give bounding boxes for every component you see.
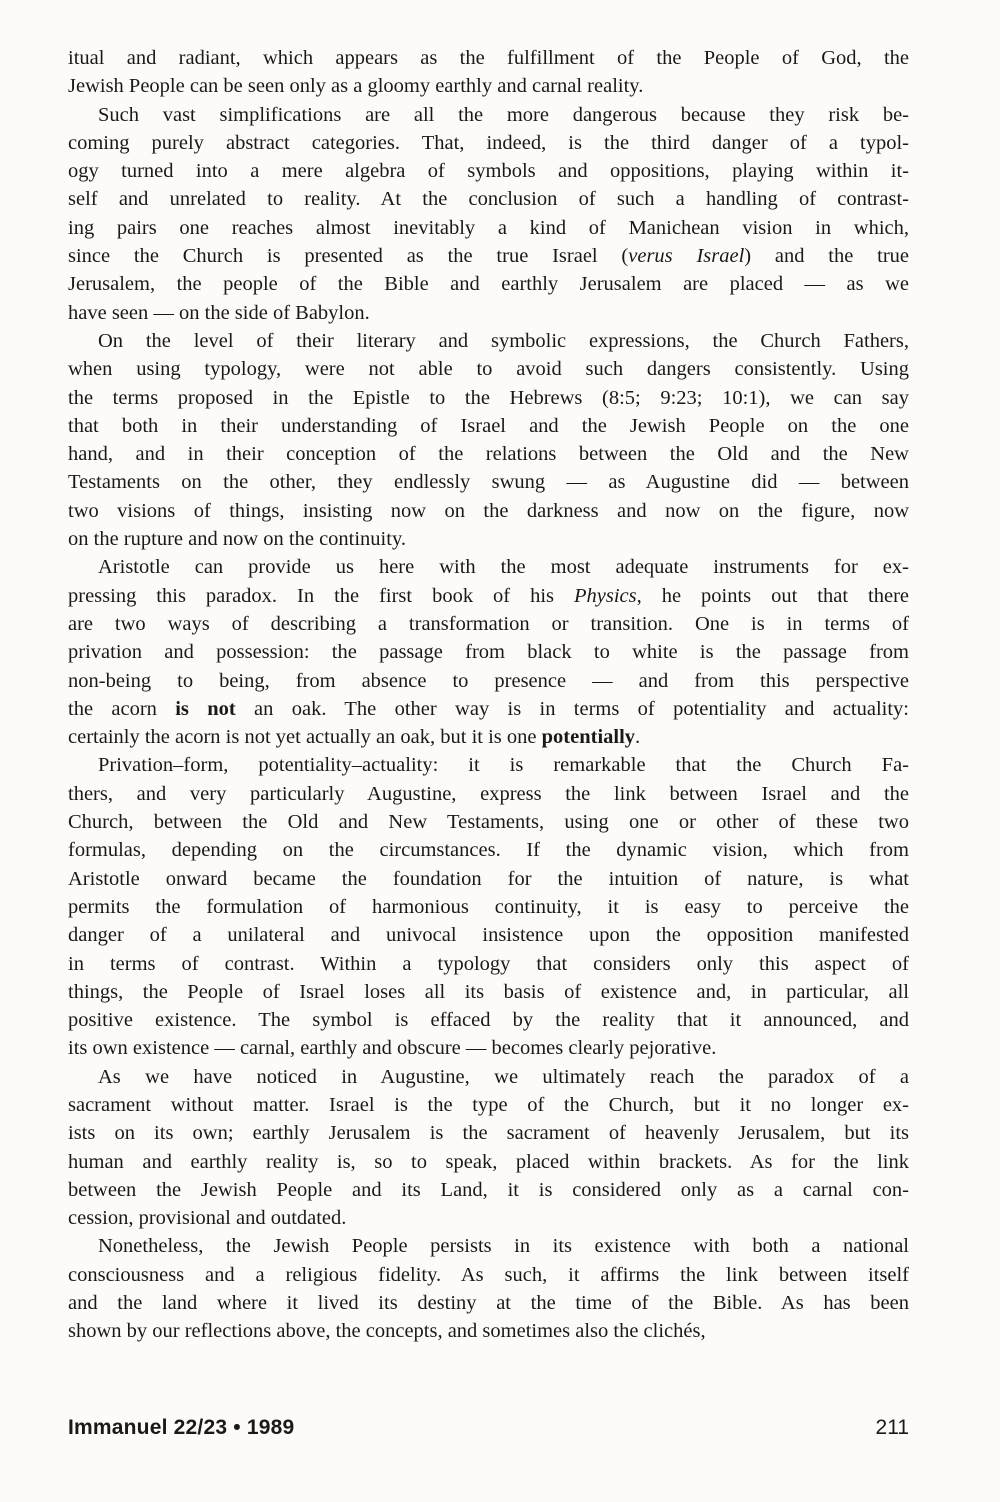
text-run: Jewish People can be seen only as a gloomy earthly and carnal reality. xyxy=(68,75,644,98)
text-run: On the level of their literary and symbolic expressions, the Church Fathers, xyxy=(98,329,909,352)
text-run: privation and possession: the passage from black to white is the passage from xyxy=(68,641,909,664)
text-run: danger of a unilateral and univocal insistence upon the opposition manifested xyxy=(68,924,909,947)
text-line xyxy=(68,185,909,213)
text-run: ing pairs one reaches almost inevitably a kind of Manichean vision in which, xyxy=(68,216,909,239)
text-run: pressing this paradox. In the first book of his xyxy=(68,584,574,607)
text-run: Aristotle onward became the foundation for the intuition of nature, is what xyxy=(68,867,909,890)
text-line xyxy=(68,638,909,666)
text-line xyxy=(68,1289,909,1317)
text-line xyxy=(68,327,909,355)
text-run: Church, between the Old and New Testaments, using one or other of these two xyxy=(68,811,909,834)
text-line xyxy=(68,921,909,949)
text-line xyxy=(68,525,909,553)
text-line xyxy=(68,497,909,525)
text-run: since the Church is presented as the true Israel ( xyxy=(68,245,629,268)
paragraph xyxy=(68,44,909,101)
text-line xyxy=(68,468,909,496)
text-line xyxy=(68,865,909,893)
text-line xyxy=(68,72,909,100)
text-line xyxy=(68,214,909,242)
text-line xyxy=(68,412,909,440)
text-line xyxy=(68,610,909,638)
text-run: ists on its own; earthly Jerusalem is the sacrament of heavenly Jerusalem, but its xyxy=(68,1122,909,1145)
text-run: non-being to being, from absence to presence — and from this perspective xyxy=(68,669,909,692)
text-line xyxy=(68,1261,909,1289)
text-run: Such vast simplifications are all the more dangerous because they risk be- xyxy=(98,103,909,126)
text-run: hand, and in their conception of the relations between the Old and the New xyxy=(68,443,909,466)
text-run: two visions of things, insisting now on the darkness and now on the figure, now xyxy=(68,499,909,522)
text-line xyxy=(68,667,909,695)
text-run: Aristotle can provide us here with the most adequate instruments for ex- xyxy=(98,556,909,579)
text-line xyxy=(68,44,909,72)
page-number: 211 xyxy=(875,1416,909,1439)
text-line xyxy=(68,355,909,383)
text-line xyxy=(68,1204,909,1232)
text-run: itual and radiant, which appears as the fulfillment of the People of God, the xyxy=(68,47,909,69)
text-run: . xyxy=(635,726,641,749)
text-line xyxy=(68,695,909,723)
text-run: consciousness and a religious fidelity. As such, it affirms the link between itself xyxy=(68,1263,909,1286)
text-line xyxy=(68,751,909,779)
text-line xyxy=(68,157,909,185)
text-line xyxy=(68,1063,909,1091)
text-run: have seen — on the side of Babylon. xyxy=(68,301,370,324)
text-run: Testaments on the other, they endlessly swung — as Augustine did — between xyxy=(68,471,909,494)
text-run: in terms of contrast. Within a typology that considers only this aspect of xyxy=(68,952,909,975)
text-line xyxy=(68,978,909,1006)
text-run: and the land where it lived its destiny at the time of the Bible. As has been xyxy=(68,1292,909,1315)
italic-run: Physics xyxy=(574,584,637,607)
text-run: certainly the acorn is not yet actually an oak, but it is one xyxy=(68,726,542,749)
text-run: the terms proposed in the Epistle to the Hebrews (8:5; 9:23; 10:1), we can say xyxy=(68,386,909,409)
paragraph xyxy=(68,751,909,1062)
text-run: that both in their understanding of Israel and the Jewish People on the one xyxy=(68,414,909,437)
text-run: positive existence. The symbol is effaced by the reality that it announced, and xyxy=(68,1009,909,1032)
text-run: Jerusalem, the people of the Bible and earthly Jerusalem are placed — as we xyxy=(68,273,909,296)
text-run: ) and the true xyxy=(744,245,910,268)
text-block xyxy=(68,44,909,1346)
text-line xyxy=(68,808,909,836)
text-line xyxy=(68,1006,909,1034)
text-line xyxy=(68,242,909,270)
bold-run: potentially xyxy=(541,726,636,749)
bold-run: is not xyxy=(175,697,236,720)
text-run: coming purely abstract categories. That, indeed, is the third danger of a typol- xyxy=(68,131,909,154)
text-run: human and earthly reality is, so to speak, placed within brackets. As for the link xyxy=(68,1150,909,1173)
text-run: are two ways of describing a transformation or transition. One is in terms of xyxy=(68,612,909,635)
text-line xyxy=(68,1034,909,1062)
journal-issue-label: Immanuel 22/23 • 1989 xyxy=(68,1416,295,1439)
text-line xyxy=(68,1119,909,1147)
text-line xyxy=(68,836,909,864)
paragraph xyxy=(68,1232,909,1345)
text-line xyxy=(68,780,909,808)
text-line xyxy=(68,101,909,129)
text-line xyxy=(68,1232,909,1260)
text-line xyxy=(68,582,909,610)
text-run: As we have noticed in Augustine, we ultimately reach the paradox of a xyxy=(98,1065,909,1088)
text-run: shown by our reflections above, the concepts, and sometimes also the clichés, xyxy=(68,1320,706,1343)
text-run: cession, provisional and outdated. xyxy=(68,1207,347,1230)
paragraph xyxy=(68,101,909,327)
text-run: Nonetheless, the Jewish People persists in its existence with both a national xyxy=(98,1235,909,1258)
page-footer xyxy=(68,1416,909,1440)
text-run: the acorn xyxy=(68,697,176,720)
text-run: between the Jewish People and its Land, it is considered only as a carnal con- xyxy=(68,1178,909,1201)
text-line xyxy=(68,1148,909,1176)
text-run: on the rupture and now on the continuity. xyxy=(68,528,406,551)
text-line xyxy=(68,1317,909,1345)
text-line xyxy=(68,440,909,468)
paragraph xyxy=(68,327,909,553)
text-run: ogy turned into a mere algebra of symbols and oppositions, playing within it- xyxy=(68,160,909,183)
text-run: self and unrelated to reality. At the conclusion of such a handling of contrast- xyxy=(68,188,909,211)
text-run: , he points out that there xyxy=(636,584,909,607)
text-line xyxy=(68,1091,909,1119)
text-line xyxy=(68,553,909,581)
text-run: things, the People of Israel loses all its basis of existence and, in particular, all xyxy=(68,980,909,1003)
text-run: permits the formulation of harmonious continuity, it is easy to perceive the xyxy=(68,895,909,918)
text-line xyxy=(68,1176,909,1204)
text-line xyxy=(68,950,909,978)
text-line xyxy=(68,129,909,157)
text-line xyxy=(68,723,909,751)
text-run: its own existence — carnal, earthly and obscure — becomes clearly pejorative. xyxy=(68,1037,717,1060)
paragraph xyxy=(68,553,909,751)
text-run: thers, and very particularly Augustine, express the link between Israel and the xyxy=(68,782,909,805)
text-run: formulas, depending on the circumstances. If the dynamic vision, which from xyxy=(68,839,909,862)
text-run: sacrament without matter. Israel is the type of the Church, but it no longer ex- xyxy=(68,1093,909,1116)
text-line xyxy=(68,384,909,412)
text-run: when using typology, were not able to avoid such dangers consistently. Using xyxy=(68,358,909,381)
italic-run: verus Israel xyxy=(628,245,745,268)
text-run: Privation–form, potentiality–actuality: it is remarkable that the Church Fa- xyxy=(98,754,909,777)
text-line xyxy=(68,270,909,298)
text-run: an oak. The other way is in terms of potentiality and actuality: xyxy=(235,697,909,720)
paragraph xyxy=(68,1063,909,1233)
text-line xyxy=(68,893,909,921)
text-line xyxy=(68,299,909,327)
